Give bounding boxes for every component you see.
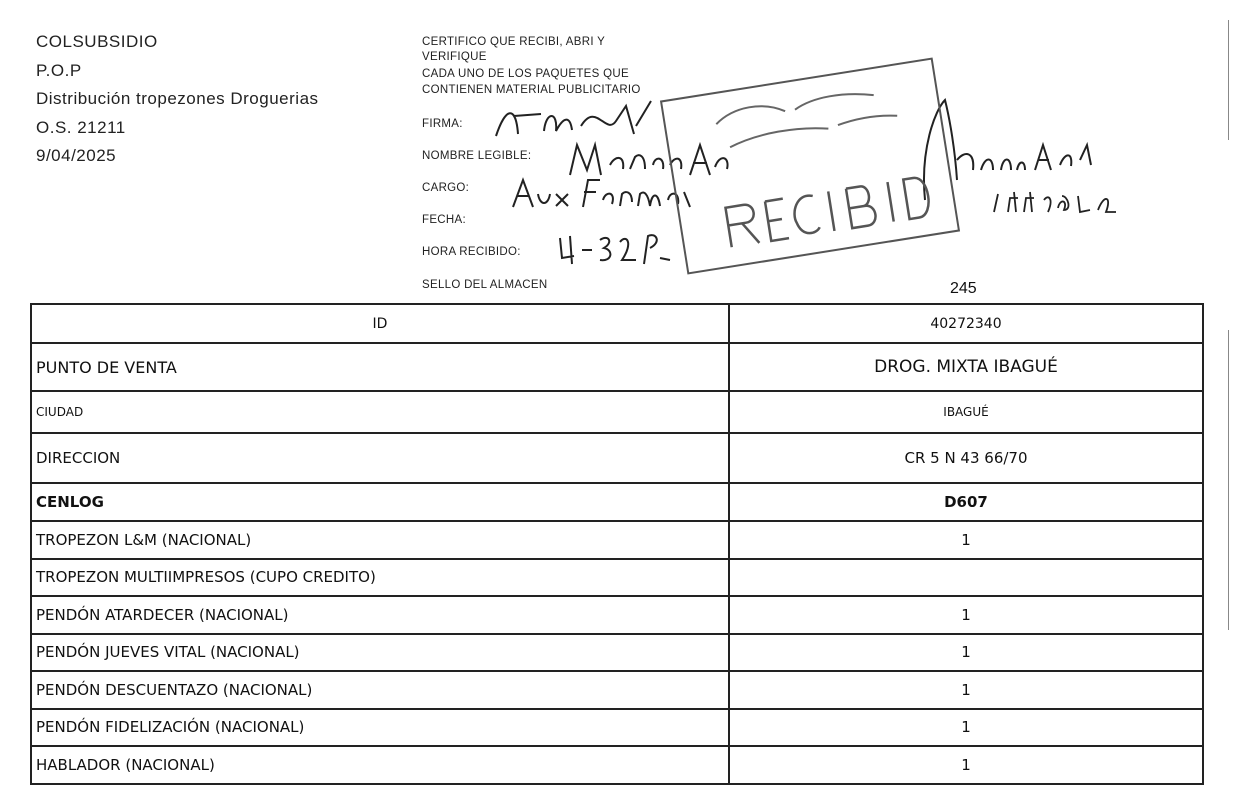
table-row	[31, 343, 1203, 391]
row-value	[729, 559, 1203, 597]
distribution-table	[30, 303, 1204, 785]
table-row	[31, 521, 1203, 559]
document-subject: Distribución tropezones Droguerias	[36, 89, 319, 108]
table-row	[31, 483, 1203, 521]
table-row	[31, 433, 1203, 483]
row-label: TROPEZON L&M (NACIONAL)	[31, 521, 729, 559]
row-value: 1	[729, 709, 1203, 747]
page-number: 245	[950, 280, 977, 297]
table-row	[31, 634, 1203, 672]
table-row	[31, 559, 1203, 597]
stamp-big-lettering	[716, 167, 942, 255]
row-label: CIUDAD	[31, 391, 729, 433]
row-label: CENLOG	[31, 483, 729, 521]
table-row	[31, 709, 1203, 747]
row-label: PENDÓN FIDELIZACIÓN (NACIONAL)	[31, 709, 729, 747]
row-label: PENDÓN JUEVES VITAL (NACIONAL)	[31, 634, 729, 672]
certificate-text-line: VERIFIQUE	[422, 51, 487, 63]
table-row	[31, 304, 1203, 343]
row-label: DIRECCION	[31, 433, 729, 483]
row-value: 1	[729, 634, 1203, 672]
department: P.O.P	[36, 60, 82, 80]
handwritten-time	[552, 228, 692, 266]
date-field-label: FECHA:	[422, 214, 466, 226]
row-label: HABLADOR (NACIONAL)	[31, 746, 729, 784]
certificate-text-line: CADA UNO DE LOS PAQUETES QUE	[422, 68, 629, 80]
position-field-label: CARGO:	[422, 182, 470, 194]
table-row	[31, 596, 1203, 634]
row-value: 40272340	[729, 304, 1203, 343]
row-label: ID	[31, 304, 729, 343]
legible-name-field-label: NOMBRE LEGIBLE:	[422, 150, 532, 162]
row-value: CR 5 N 43 66/70	[729, 433, 1203, 483]
row-label: TROPEZON MULTIIMPRESOS (CUPO CREDITO)	[31, 559, 729, 597]
store-seal-field-label: SELLO DEL ALMACEN	[422, 279, 548, 291]
row-value: DROG. MIXTA IBAGUÉ	[729, 343, 1203, 391]
row-value: 1	[729, 521, 1203, 559]
received-time-field-label: HORA RECIBIDO:	[422, 246, 521, 258]
table-row	[31, 391, 1203, 433]
row-value: 1	[729, 746, 1203, 784]
stamp-lettering	[703, 75, 911, 175]
certificate-text-line: CERTIFICO QUE RECIBI, ABRI Y	[422, 36, 606, 48]
table-row	[31, 671, 1203, 709]
company-name: COLSUBSIDIO	[36, 32, 158, 51]
certificate-text-line: CONTIENEN MATERIAL PUBLICITARIO	[422, 84, 641, 96]
row-value: 1	[729, 671, 1203, 709]
received-stamp	[660, 57, 960, 274]
handwritten-id-number	[988, 186, 1128, 216]
row-value: IBAGUÉ	[729, 391, 1203, 433]
table-row	[31, 746, 1203, 784]
row-value: 1	[729, 596, 1203, 634]
handwritten-position	[508, 172, 698, 212]
row-value: D607	[729, 483, 1203, 521]
scan-edge-mark	[1228, 330, 1229, 630]
scan-edge-mark	[1228, 20, 1229, 140]
row-label: PUNTO DE VENTA	[31, 343, 729, 391]
order-number: O.S. 21211	[36, 117, 126, 137]
signature-field-label: FIRMA:	[422, 118, 463, 130]
document-header	[36, 32, 319, 175]
row-label: PENDÓN ATARDECER (NACIONAL)	[31, 596, 729, 634]
row-label: PENDÓN DESCUENTAZO (NACIONAL)	[31, 671, 729, 709]
document-date: 9/04/2025	[36, 146, 117, 165]
